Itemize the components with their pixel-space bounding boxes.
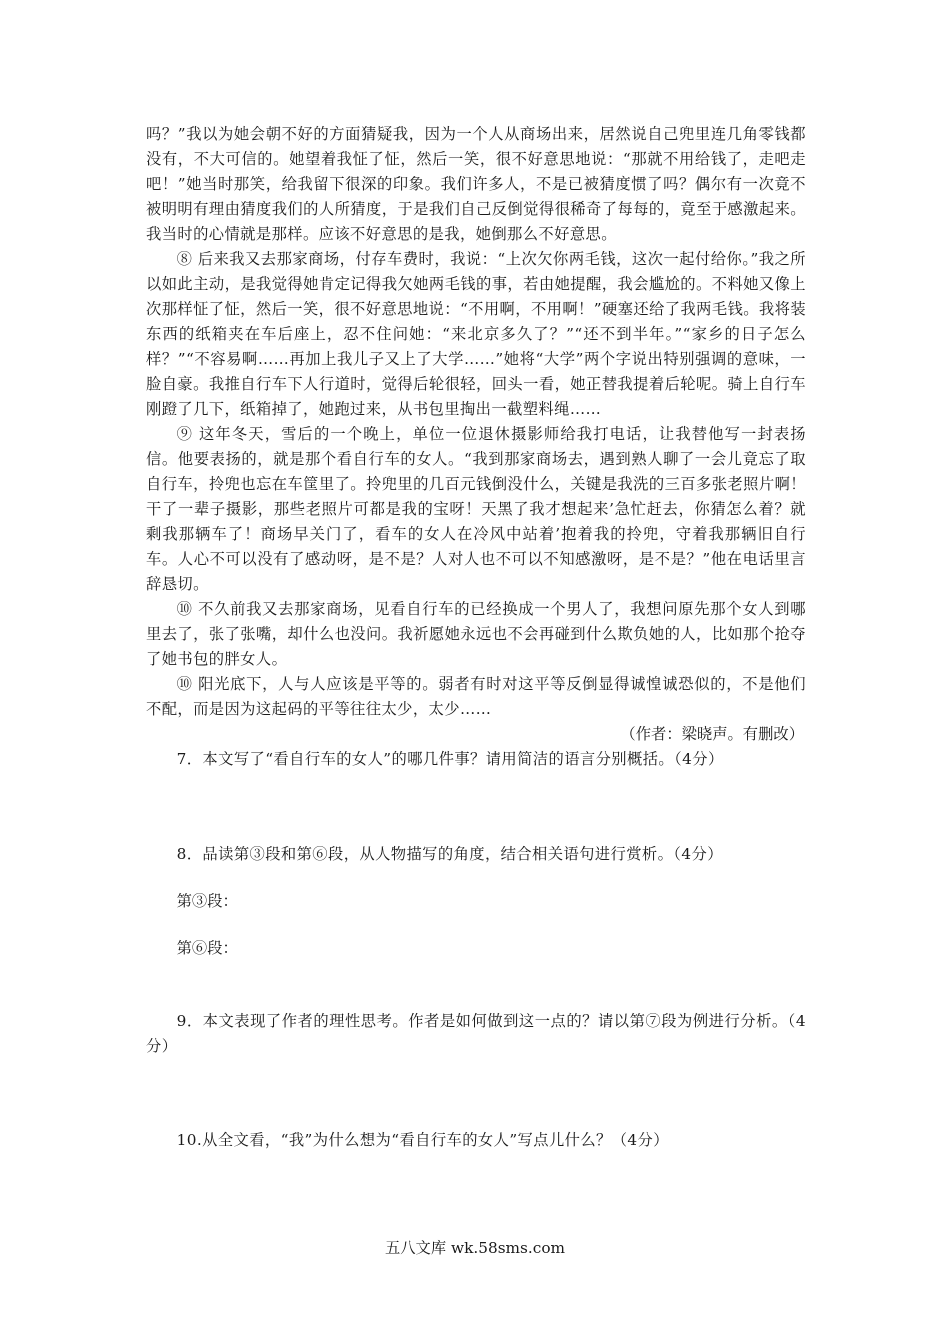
- document-body: [146, 122, 806, 1153]
- question-7: 7．本文写了“看自行车的女人”的哪几件事？请用简洁的语言分别概括。（4分）: [176, 750, 724, 768]
- question-8-label-a: 第③段：: [176, 892, 238, 910]
- paragraph-9: ⑨ 这年冬天，雪后的一个晚上，单位一位退休摄影师给我打电话，让我替他写一封表扬信。他要表扬的，就是那个看自行车的女人。“我到那家商场去，遇到熟人聊了一会儿竟忘了取自行车，拎兜也忘在车筐里了。拎兜里的几百元钱倒没什么，关键是我洗的三百多张老照片啊！干了一辈子摄影，那些老照片可都是我的宝呀！天黑了我才想起来’急忙赶去，你猜怎么着？就剩我那辆车了！商场早关门了，看车的女人在冷风中站着’抱着我的拎兜，守着我那辆旧自行车。人心不可以没有了感动呀，是不是？人对人也不可以不知感激呀，是不是？”他在电话里言辞恳切。: [146, 425, 806, 593]
- paragraph-8: ⑧ 后来我又去那家商场，付存车费时，我说：“上次欠你两毛钱，这次一起付给你。”我之所以如此主动，是我觉得她肯定记得我欠她两毛钱的事，若由她提醒，我会尴尬的。不料她又像上次那样怔了怔，然后一笑，很不好意思地说：“不用啊，不用啊！”硬塞还给了我两毛钱。我将装东西的纸箱夹在车后座上，忍不住问她：“来北京多久了？”“还不到半年。”“家乡的日子怎么样？”“不容易啊……再加上我儿子又上了大学……”她将“大学”两个字说出特别强调的意味，一脸自豪。我推自行车下人行道时，觉得后轮很轻，回头一看，她正替我提着后轮呢。骑上自行车刚蹬了几下，纸箱掉了，她跑过来，从书包里掏出一截塑料绳……: [146, 250, 807, 418]
- paragraph-continued: 吗？”我以为她会朝不好的方面猜疑我，因为一个人从商场出来，居然说自己兜里连几角零钱都没有，不大可信的。她望着我怔了怔，然后一笑，很不好意思地说：“那就不用给钱了，走吧走吧！”她当时那笑，给我留下很深的印象。我们许多人，不是已被猜度惯了吗？偶尔有一次竟不被明明有理由猜度我们的人所猜度，于是我们自己反倒觉得很稀奇了每每的，竟至于感激起来。我当时的心情就是那样。应该不好意思的是我，她倒那么不好意思。: [146, 125, 806, 243]
- paragraph-11: ⑩ 阳光底下，人与人应该是平等的。弱者有时对这平等反倒显得诚惶诚恐似的，不是他们不配，而是因为这起码的平等往往太少，太少……: [146, 675, 806, 718]
- paragraph-10: ⑩ 不久前我又去那家商场，见看自行车的已经换成一个男人了，我想问原先那个女人到哪里去了，张了张嘴，却什么也没问。我祈愿她永远也不会再碰到什么欺负她的人，比如那个抢夺了她书包的胖女人。: [146, 600, 806, 668]
- footer-watermark: 五八文库 wk.58sms.com: [384, 1239, 566, 1257]
- question-8-label-b: 第⑥段：: [176, 939, 238, 957]
- question-9: 9．本文表现了作者的理性思考。作者是如何做到这一点的？请以第⑦段为例进行分析。（4分）: [146, 1012, 806, 1055]
- author-credit: （作者：梁晓声。有删改）: [620, 725, 804, 743]
- question-10: 10.从全文看，“我”为什么想为“看自行车的女人”写点儿什么？（4分）: [176, 1131, 669, 1149]
- question-8: 8．品读第③段和第⑥段，从人物描写的角度，结合相关语句进行赏析。（4分）: [176, 845, 723, 863]
